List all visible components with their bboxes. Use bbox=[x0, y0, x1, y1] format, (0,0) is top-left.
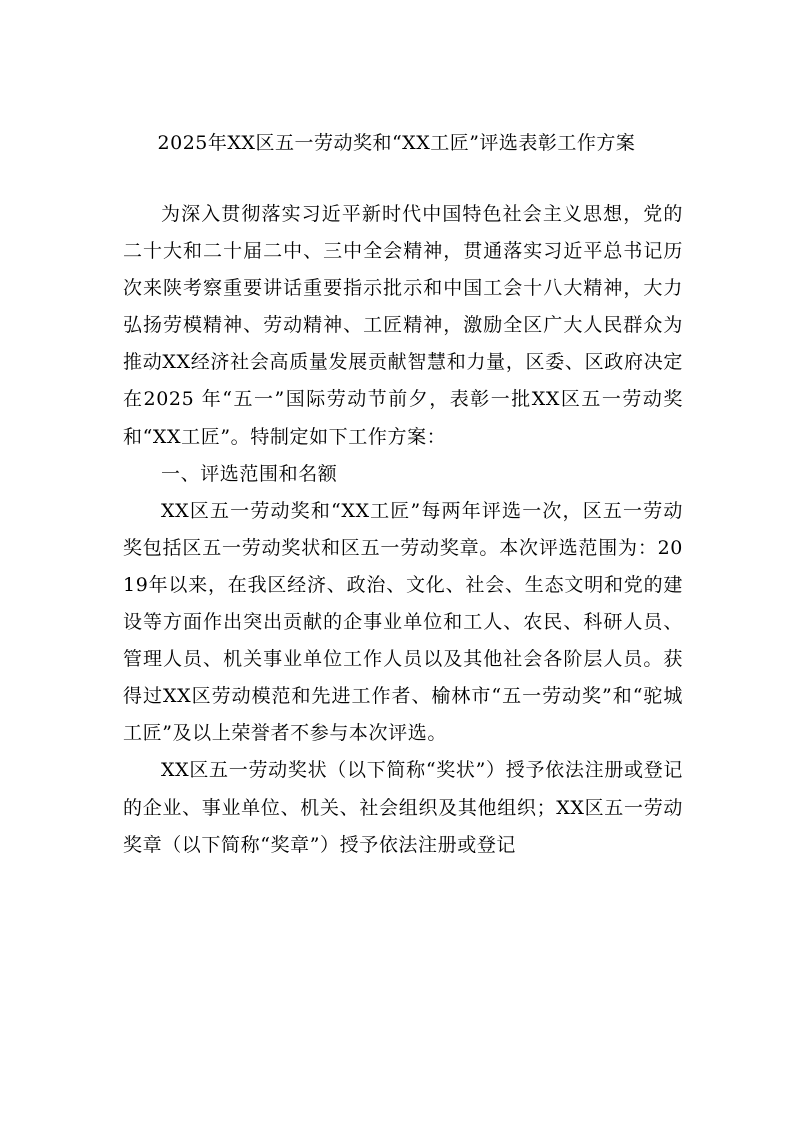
section-heading-scope: 一、评选范围和名额 bbox=[161, 462, 338, 485]
award-paragraph: XX区五一劳动奖状（以下简称“奖状”）授予依法注册或登记的企业、事业单位、机关、社会组织及其他组织；XX区五一劳动奖章（以下简称“奖章”）授予依法注册或登记 bbox=[123, 759, 683, 856]
document-title: 2025年XX区五一劳动奖和“XX工匠”评选表彰工作方案 bbox=[157, 132, 636, 154]
document-body bbox=[123, 196, 683, 864]
intro-paragraph: 为深入贯彻落实习近平新时代中国特色社会主义思想，党的二十大和二十届二中、三中全会精神，贯通落实习近平总书记历次来陕考察重要讲话重要指示批示和中国工会十八大精神，大力弘扬劳模精神、劳动精神、工匠精神，激励全区广大人民群众为推动XX经济社会高质量发展贡献智慧和力量，区委、区政府决定在2025 年“五一”国际劳动节前夕，表彰一批XX区五一劳动奖和“XX工匠”。特制定如下工作方案： bbox=[123, 203, 683, 448]
scope-paragraph: XX区五一劳动奖和“XX工匠”每两年评选一次，区五一劳动奖包括区五一劳动奖状和区五一劳动奖章。本次评选范围为：2019年以来，在我区经济、政治、文化、社会、生态文明和党的建设等方面作出突出贡献的企事业单位和工人、农民、科研人员、管理人员、机关事业单位工作人员以及其他社会各阶层人员。获得过XX区劳动模范和先进工作者、榆林市“五一劳动奖”和“驼城工匠”及以上荣誉者不参与本次评选。 bbox=[123, 499, 683, 745]
